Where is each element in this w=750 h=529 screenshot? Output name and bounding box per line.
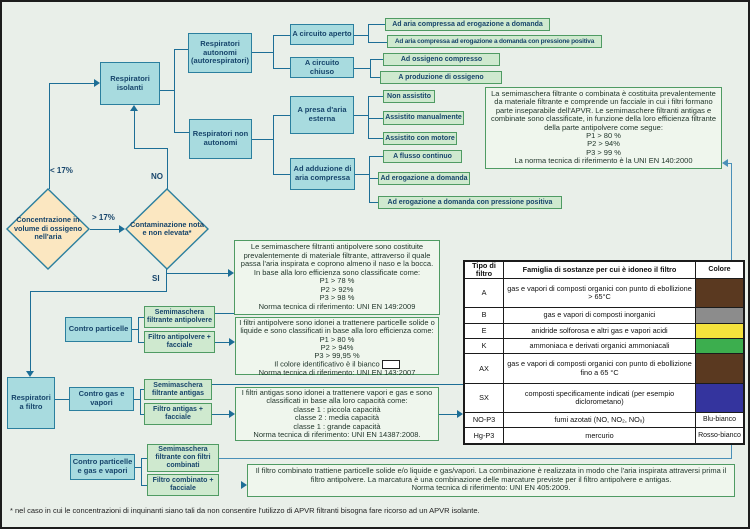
connector: [30, 291, 31, 371]
arrowhead: [130, 105, 138, 111]
note-line: P3 > 99,95 %: [314, 351, 360, 360]
connector: [141, 458, 142, 486]
note-line: P1 > 80 %: [319, 334, 355, 344]
cell-tipo: Hg-P3: [464, 428, 504, 444]
table-row: [464, 339, 744, 354]
node-respiratori-autonomi: Respiratori autonomi (autorespiratori): [188, 33, 252, 73]
node-circuito-chiuso: A circuito chiuso: [290, 57, 354, 78]
leaf-ossigeno-compresso: Ad ossigeno compresso: [383, 53, 500, 66]
note-line: P1 > 80 %: [586, 130, 621, 140]
note-filtro-combinato: [247, 464, 735, 497]
edge-label-si: SI: [152, 274, 160, 283]
note-line: P2 > 94%: [587, 139, 620, 149]
note-line: P1 > 78 %: [319, 276, 355, 286]
note-line: P3 > 99 %: [586, 147, 621, 157]
leaf-semimaschera-filtri-combinati: Semimaschera filtrante con filtri combinati: [147, 444, 219, 472]
connector: [368, 24, 369, 43]
connector: [219, 458, 731, 459]
leaf-aria-compressa-domanda-pp: Ad aria compressa ad erogazione a domanda con pressione positiva: [387, 35, 602, 48]
connector: [174, 49, 175, 133]
leaf-assistito-manualmente: Assistito manualmente: [383, 111, 464, 125]
table-row: [464, 354, 744, 383]
connector: [160, 90, 174, 91]
connector: [370, 59, 383, 60]
cell-tipo: NO-P3: [464, 412, 504, 427]
arrowhead: [722, 159, 728, 167]
node-contro-particelle-gas-vapori: Contro particelle e gas e vapori: [70, 454, 135, 480]
connector: [174, 49, 188, 50]
leaf-filtro-antigas-facciale: Filtro antigas + facciale: [144, 403, 212, 425]
edge-label-no: NO: [151, 172, 163, 181]
table-row: [464, 308, 744, 323]
decision-oxygen: Concentrazione in volume di ossigeno nell'aria: [13, 215, 83, 242]
decision-contamination: Contaminazione nota e non elevata*: [130, 219, 204, 237]
connector: [273, 68, 290, 69]
leaf-aria-compressa-domanda: Ad aria compressa ad erogazione a domanda: [385, 18, 550, 31]
cell-colore-label: Rosso-bianco: [696, 428, 745, 444]
cell-colore-swatch: [696, 339, 745, 354]
note-bianco-line: Il colore identificativo è il bianco: [239, 360, 435, 369]
connector: [354, 115, 368, 116]
note-body: I filtri antigas sono idonei a trattenere vapori e gas e sono classificati in base alla loro capacità come:: [241, 388, 433, 406]
connector: [215, 313, 234, 314]
connector: [370, 59, 371, 78]
connector: [215, 342, 229, 343]
cell-tipo: K: [464, 339, 504, 354]
note-line: classe 2 : media capacità: [294, 413, 380, 423]
table-row: [464, 279, 744, 308]
footnote: * nel caso in cui le concentrazioni di inquinanti siano tali da non consentire l'utilizzo di APVR filtranti bisogna fare ricorso ad un APVR isolante.: [10, 506, 480, 515]
cell-famiglia: gas e vapori di composti inorganici: [504, 308, 696, 323]
connector: [369, 156, 370, 203]
cell-colore-swatch: [696, 279, 745, 308]
connector: [370, 77, 380, 78]
connector: [368, 96, 383, 97]
connector: [134, 148, 168, 149]
cell-famiglia: fumi azotati (NO, NO₂, NOₓ): [504, 412, 696, 427]
table-row: [464, 383, 744, 412]
leaf-semimaschera-antipolvere: Semimaschera filtrante antipolvere: [144, 306, 215, 328]
connector: [49, 83, 95, 84]
connector: [355, 174, 369, 175]
table-row: [464, 323, 744, 338]
connector: [138, 317, 139, 343]
table-header-famiglia: Famiglia di sostanze per cui è idoneo il filtro: [504, 261, 696, 279]
connector: [354, 35, 368, 36]
leaf-filtro-antipolvere-facciale: Filtro antipolvere + facciale: [144, 331, 215, 353]
leaf-flusso-continuo: A flusso continuo: [383, 150, 462, 163]
note-semimaschera-combinata: [485, 87, 722, 169]
edge-label-gt17: > 17%: [92, 213, 115, 222]
connector: [212, 414, 229, 415]
connector: [174, 132, 189, 133]
connector: [30, 291, 167, 292]
note-semimaschere-antipolvere: [234, 240, 440, 315]
note-line: P2 > 94%: [320, 342, 354, 352]
note-norma: Norma tecnica di riferimento: UNI EN 149:2009: [258, 301, 416, 311]
cell-famiglia: gas e vapori di composti organici con punto di ebollizione fino a 65 °C: [504, 354, 696, 383]
note-line: classe 1 : piccola capacità: [293, 404, 381, 414]
connector: [166, 273, 228, 274]
node-respiratori-a-filtro: Respiratori a filtro: [7, 377, 55, 429]
connector: [273, 115, 290, 116]
note-filtri-antigas: [235, 387, 439, 441]
connector: [273, 115, 274, 175]
cell-famiglia: mercurio: [504, 428, 696, 444]
leaf-semimaschera-antigas: Semimaschera filtrante antigas: [144, 379, 212, 400]
note-body: Le semimaschere filtranti antipolvere sono costituite prevalentemente di materiale filtrante, attraverso il quale passa l'aria inspirata e coprono almeno il naso e la bocca. In base alla loro efficienza sono classificate come:: [240, 242, 434, 277]
note-norma: Norma tecnica di riferimento: UNI EN 143:2007: [258, 368, 416, 378]
table-header-row: [464, 261, 744, 279]
leaf-produzione-ossigeno: A produzione di ossigeno: [380, 71, 502, 84]
connector: [212, 384, 463, 385]
connector: [354, 68, 370, 69]
note-line: P3 > 98 %: [319, 293, 355, 303]
cell-tipo: A: [464, 279, 504, 308]
cell-colore-swatch: [696, 383, 745, 412]
note-filtri-antipolvere: [235, 317, 439, 378]
cell-famiglia: anidride solforosa e altri gas e vapori acidi: [504, 323, 696, 338]
node-respiratori-isolanti: Respiratori isolanti: [100, 62, 160, 105]
connector: [134, 111, 135, 149]
leaf-erogazione-domanda: Ad erogazione a domanda: [378, 172, 470, 185]
connector: [369, 156, 384, 157]
cell-colore-swatch: [696, 323, 745, 338]
table-row: [464, 428, 744, 444]
connector: [90, 229, 120, 230]
table-header-tipo: Tipo di filtro: [464, 261, 504, 279]
connector: [273, 35, 274, 69]
cell-famiglia: ammoniaca e derivati organici ammoniacali: [504, 339, 696, 354]
note-line: P2 > 92%: [320, 284, 354, 294]
connector: [369, 178, 378, 179]
note-line: classe 1 : grande capacità: [293, 421, 381, 431]
connector: [369, 202, 378, 203]
leaf-erogazione-domanda-pp: Ad erogazione a domanda con pressione positiva: [378, 196, 562, 209]
note-body: La semimaschera filtrante o combinata è costituita prevalentemente da materiale filtrante e comprende un facciale in cui i filtri formano parte inseparabile dell'APVR. Le semimaschere filtranti antigas e combinate sono classificate, in funzione della loro efficienza filtrante della parte antipolvere come segue:: [491, 89, 716, 132]
connector: [368, 118, 383, 119]
cell-tipo: SX: [464, 383, 504, 412]
leaf-non-assistito: Non assistito: [383, 90, 435, 103]
note-norma: La norma tecnica di riferimento è la UNI EN 140:2000: [514, 156, 693, 166]
connector: [368, 24, 385, 25]
cell-colore-swatch: [696, 354, 745, 383]
note-norma: Norma tecnica di riferimento: UNI EN 14387:2008.: [253, 429, 421, 439]
connector: [439, 414, 457, 415]
filter-table: [463, 260, 741, 445]
note-norma: Norma tecnica di riferimento: UNI EN 405:2009.: [411, 483, 571, 493]
cell-famiglia: gas e vapori di composti organici con punto di ebollizione > 65°C: [504, 279, 696, 308]
note-body: Il filtro combinato trattiene particelle solide e/o liquide e gas/vapori. La combinazione è realizzata in modo che l'aria inspirata attraversi prima il filtro antipolvere. La marcatura è una combinazione delle marcature previste per il filtro antipolvere e antigas.: [255, 466, 727, 484]
cell-colore-swatch: [696, 308, 745, 323]
table-header-colore: Colore: [696, 261, 745, 279]
cell-colore-label: Blu-bianco: [696, 412, 745, 427]
node-presa-aria-esterna: A presa d'aria esterna: [290, 96, 354, 134]
leaf-assistito-con-motore: Assistito con motore: [383, 132, 457, 145]
connector: [252, 139, 273, 140]
cell-tipo: AX: [464, 354, 504, 383]
node-adduzione-aria-compressa: Ad adduzione di aria compressa: [290, 158, 355, 190]
table-row: [464, 412, 744, 427]
connector: [273, 35, 290, 36]
edge-label-lt17: < 17%: [50, 166, 73, 175]
connector: [252, 52, 273, 53]
cell-tipo: B: [464, 308, 504, 323]
cell-famiglia: composti specificamente indicati (per esempio diclorometano): [504, 383, 696, 412]
cell-tipo: E: [464, 323, 504, 338]
node-respiratori-non-autonomi: Respiratori non autonomi: [189, 119, 252, 159]
note-body: I filtri antipolvere sono idonei a trattenere particelle solide o liquide e sono classificati in base alla loro efficienza come:: [239, 318, 435, 336]
connector: [368, 138, 383, 139]
connector: [55, 399, 69, 400]
node-circuito-aperto: A circuito aperto: [290, 24, 354, 45]
leaf-filtro-combinato-facciale: Filtro combinato + facciale: [147, 474, 219, 496]
connector: [273, 174, 290, 175]
connector: [140, 389, 141, 415]
connector: [728, 163, 731, 164]
node-contro-gas-vapori: Contro gas e vapori: [69, 387, 134, 411]
connector: [368, 42, 387, 43]
node-contro-particelle: Contro particelle: [65, 317, 132, 342]
connector: [167, 148, 168, 189]
